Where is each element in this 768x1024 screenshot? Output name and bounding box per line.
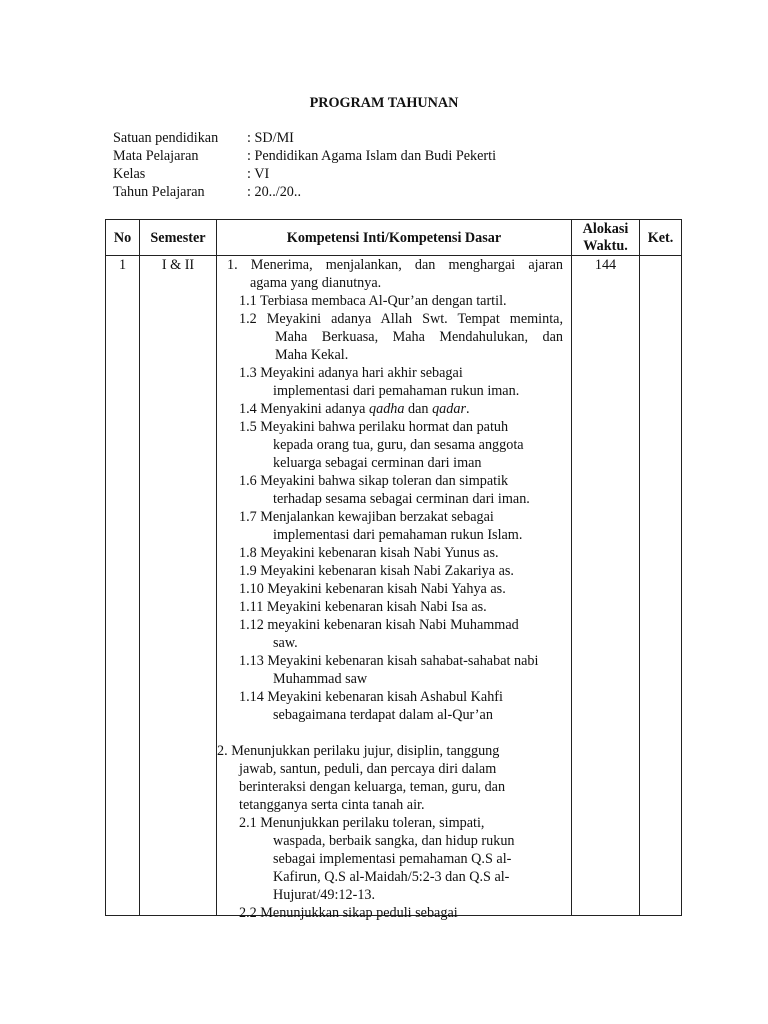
ki1-line2: agama yang dianutnya. xyxy=(250,275,382,291)
kd-1-10: 1.10 Meyakini kebenaran kisah Nabi Yahya as. xyxy=(239,581,506,597)
ki1-line1: 1. Menerima, menjalankan, dan menghargai ajaran xyxy=(227,257,563,273)
ki2-line3: berinteraksi dengan keluarga, teman, guru, dan xyxy=(239,779,506,795)
kd-1-4-qadha: qadha xyxy=(369,401,405,417)
ki2-line1: 2. Menunjukkan perilaku jujur, disiplin, tanggung xyxy=(217,743,500,759)
cell-semester: I & II xyxy=(140,256,217,916)
kd-1-2-line1: 1.2 Meyakini adanya Allah Swt. Tempat meminta, xyxy=(239,311,563,327)
info-label: Satuan pendidikan xyxy=(113,130,219,146)
info-row-kelas xyxy=(113,165,496,183)
info-value: : VI xyxy=(247,166,270,182)
kd-2-1-line1: 2.1 Menunjukkan perilaku toleran, simpati, xyxy=(239,815,485,831)
kd-1-4-dan: dan xyxy=(404,401,433,417)
info-row-mapel xyxy=(113,147,496,165)
table-header-row xyxy=(106,220,682,256)
header-no: No xyxy=(106,220,140,256)
kd-2-2-line1: 2.2 Menunjukkan sikap peduli sebagai xyxy=(239,905,458,921)
info-value: : 20../20.. xyxy=(247,184,301,200)
ki2-line2: jawab, santun, peduli, dan percaya diri dalam xyxy=(239,761,497,777)
info-row-satuan xyxy=(113,129,496,147)
kd-1-6-line2: terhadap sesama sebagai cerminan dari iman. xyxy=(273,491,530,507)
ki2-line4: tetangganya serta cinta tanah air. xyxy=(239,797,425,813)
cell-ket xyxy=(640,256,682,916)
header-alokasi xyxy=(572,220,640,256)
kd-1-9: 1.9 Meyakini kebenaran kisah Nabi Zakariya as. xyxy=(239,563,514,579)
kd-1-4-end: . xyxy=(465,401,470,417)
info-value: : Pendidikan Agama Islam dan Budi Pekerti xyxy=(247,148,497,164)
document-title: PROGRAM TAHUNAN xyxy=(309,95,459,111)
kd-1-4-text: 1.4 Menyakini adanya xyxy=(239,401,370,417)
program-table xyxy=(105,219,682,921)
cell-alokasi: 144 xyxy=(572,256,640,916)
header-alokasi-line1: Alokasi xyxy=(582,220,629,237)
kd-1-1: 1.1 Terbiasa membaca Al-Qur’an dengan tartil. xyxy=(239,293,507,309)
kd-2-1-line2: waspada, berbaik sangka, dan hidup rukun xyxy=(273,833,515,849)
kd-1-3-line2: implementasi dari pemahaman rukun iman. xyxy=(273,383,520,399)
header-ket: Ket. xyxy=(640,220,682,256)
kd-1-4-qadar: qadar xyxy=(432,401,466,417)
table-row xyxy=(106,256,682,916)
kd-1-13-line1: 1.13 Meyakini kebenaran kisah sahabat-sahabat nabi xyxy=(239,653,539,669)
kd-2-1-line5: Hujurat/49:12-13. xyxy=(273,887,376,903)
info-value: : SD/MI xyxy=(247,130,294,146)
kd-2-1-line3: sebagai implementasi pemahaman Q.S al- xyxy=(273,851,512,867)
kd-1-12-line1: 1.12 meyakini kebenaran kisah Nabi Muhammad xyxy=(239,617,519,633)
kd-2-1-line4: Kafirun, Q.S al-Maidah/5:2-3 dan Q.S al- xyxy=(273,869,510,885)
kd-1-14-line1: 1.14 Meyakini kebenaran kisah Ashabul Kahfi xyxy=(239,689,503,705)
info-label: Kelas xyxy=(113,166,146,182)
kd-1-5-line1: 1.5 Meyakini bahwa perilaku hormat dan patuh xyxy=(239,419,509,435)
cell-kompetensi xyxy=(217,256,572,921)
cell-no: 1 xyxy=(106,256,140,916)
kd-1-4 xyxy=(239,400,470,418)
kd-1-13-line2: Muhammad saw xyxy=(273,671,368,687)
info-row-tahun xyxy=(113,183,496,201)
header-alokasi-line2: Waktu. xyxy=(583,237,628,254)
kd-1-8: 1.8 Meyakini kebenaran kisah Nabi Yunus as. xyxy=(239,545,499,561)
kd-1-11: 1.11 Meyakini kebenaran kisah Nabi Isa as. xyxy=(239,599,487,615)
identity-block xyxy=(113,129,496,201)
kd-1-3-line1: 1.3 Meyakini adanya hari akhir sebagai xyxy=(239,365,463,381)
info-label: Mata Pelajaran xyxy=(113,148,199,164)
kd-1-2-line2: Maha Berkuasa, Maha Mendahulukan, dan xyxy=(275,329,563,345)
kd-1-12-line2: saw. xyxy=(273,635,298,651)
kd-1-5-line3: keluarga sebagai cerminan dari iman xyxy=(273,455,482,471)
kd-1-6-line1: 1.6 Meyakini bahwa sikap toleran dan simpatik xyxy=(239,473,509,489)
header-semester: Semester xyxy=(140,220,217,256)
info-label: Tahun Pelajaran xyxy=(113,184,205,200)
kd-1-7-line1: 1.7 Menjalankan kewajiban berzakat sebagai xyxy=(239,509,494,525)
header-kompetensi: Kompetensi Inti/Kompetensi Dasar xyxy=(217,220,572,256)
kd-1-7-line2: implementasi dari pemahaman rukun Islam. xyxy=(273,527,523,543)
kd-1-14-line2: sebagaimana terdapat dalam al-Qur’an xyxy=(273,707,493,723)
kd-1-5-line2: kepada orang tua, guru, dan sesama anggota xyxy=(273,437,524,453)
kd-1-2-line3: Maha Kekal. xyxy=(275,347,349,363)
